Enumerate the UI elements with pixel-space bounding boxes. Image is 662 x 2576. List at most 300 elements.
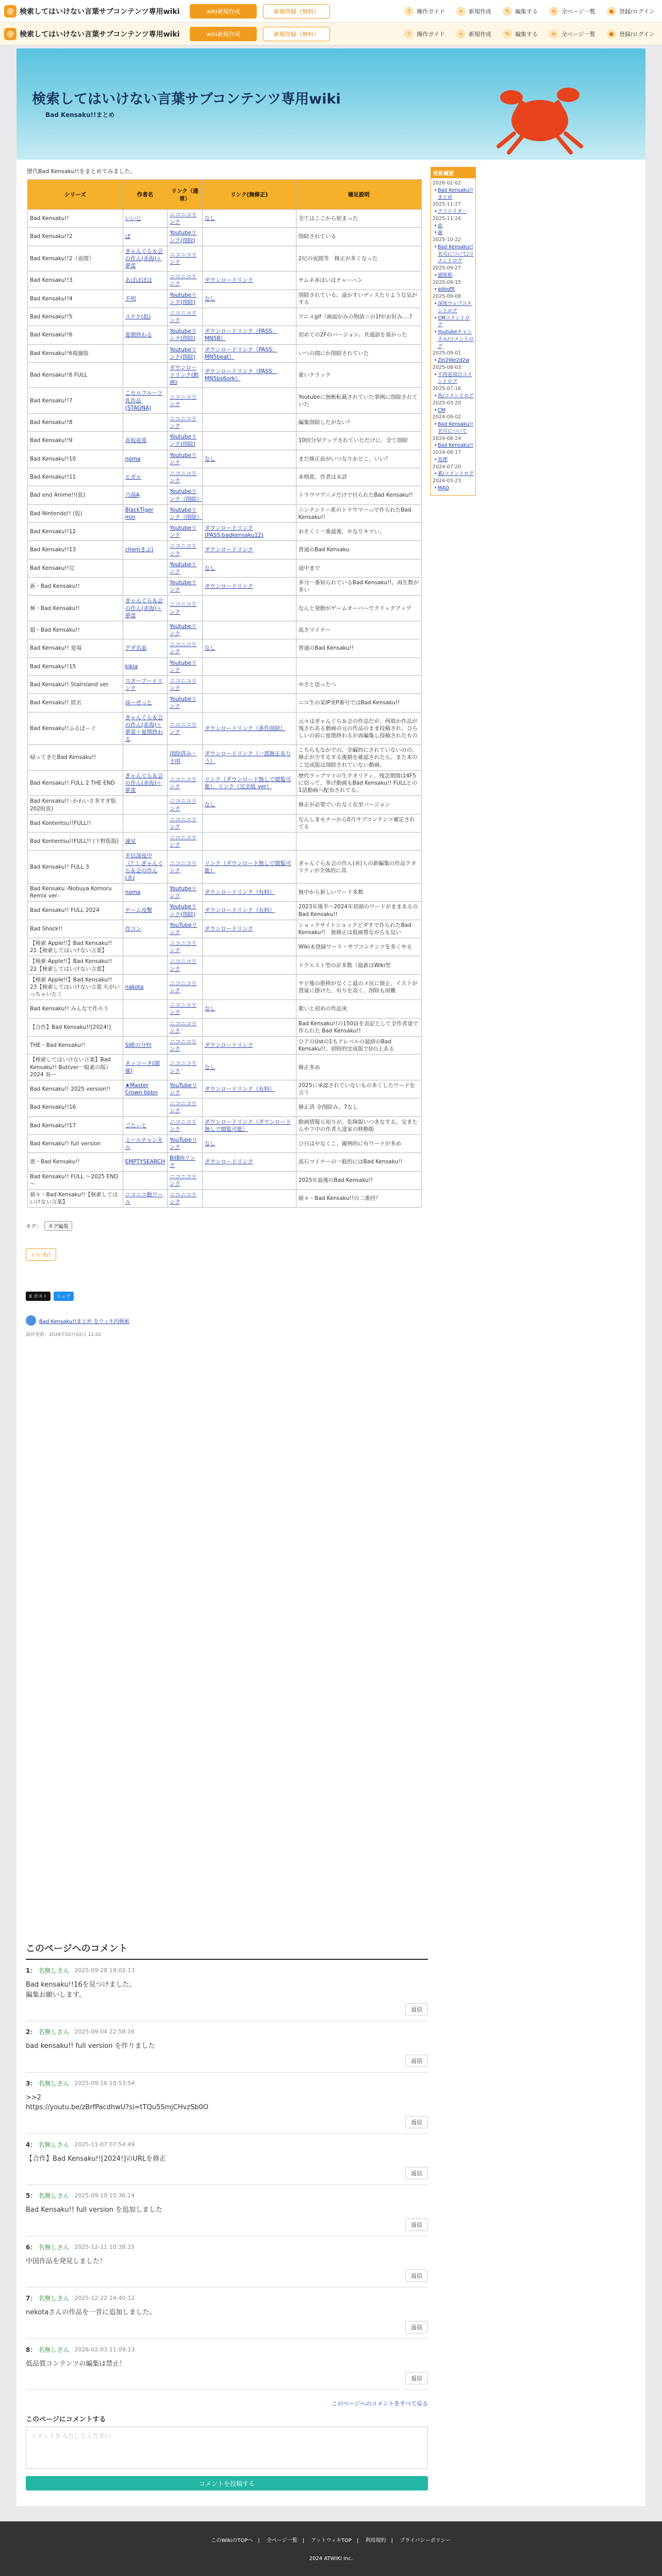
history-link[interactable]: • CMコメントログ <box>433 315 474 329</box>
table-cell <box>202 486 296 504</box>
table-cell <box>28 344 123 362</box>
normal-link[interactable]: ニコニコリンク <box>170 310 197 324</box>
history-link[interactable]: • Bad Kensaku!!名号について/コメントログ <box>433 244 474 265</box>
table-cell <box>202 450 296 468</box>
table-cell <box>296 450 421 468</box>
normal-link[interactable]: ニコニコリンク <box>170 543 197 557</box>
normal-link[interactable]: ニコニコリンク <box>170 1118 197 1132</box>
table-cell <box>123 920 167 938</box>
table-cell <box>28 770 123 796</box>
table-cell <box>296 541 421 559</box>
series-name: 新・Bad Kensaku!! <box>30 583 80 590</box>
table-cell <box>123 974 167 1000</box>
user-icon: ● <box>607 29 616 39</box>
uncensored-link[interactable]: ダウンロードリンク（PASS：MN5B） <box>204 328 278 342</box>
normal-link[interactable]: Youtubeリンク（削除） <box>170 506 202 520</box>
reply-button[interactable]: 返信 <box>405 2167 428 2179</box>
normal-link[interactable]: Youtubeリンク <box>170 659 197 673</box>
author-link[interactable]: ★Master Crown bbbn <box>125 1082 158 1096</box>
x-post-button[interactable]: X ポスト <box>26 1292 51 1301</box>
normal-link[interactable]: ニコニコリンク <box>170 980 197 994</box>
series-name: Bad Kensaku!!5 <box>30 313 73 320</box>
uncensored-link[interactable]: ダウンロードリンク（PASS：MN5beat） <box>204 346 278 360</box>
signup-button[interactable]: 新規登録（無料） <box>263 4 330 19</box>
table-cell <box>168 1116 203 1134</box>
table-cell <box>202 504 296 522</box>
author-link[interactable]: 夏期終わる <box>125 332 153 338</box>
normal-link[interactable]: Youtubeリンク <box>170 452 197 466</box>
table-cell <box>28 541 123 559</box>
site-title[interactable]: 検索してはいけない言葉サブコンテンツ専用wiki <box>20 7 180 16</box>
table-row <box>28 657 422 675</box>
history-date: 2026-02-02 <box>433 180 461 186</box>
author-link[interactable]: ごたぃと <box>125 1122 147 1129</box>
normal-link[interactable]: Youtubeリンク(削除) <box>170 328 197 342</box>
series-name: Bad Kensaku!!10 <box>30 455 76 462</box>
col-header: シリーズ <box>28 180 123 210</box>
note-text: 流さマイナー <box>298 626 331 633</box>
series-name: 極・Bad Kensaku!! <box>30 605 80 612</box>
table-row <box>28 1134 422 1153</box>
all-pages-link[interactable]: ≡ 全ページ一覧 <box>545 27 600 41</box>
table-cell <box>123 272 167 290</box>
author-link[interactable]: noma <box>125 889 141 896</box>
normal-link[interactable]: ニコニコリンク <box>170 1173 197 1187</box>
uncensored-link[interactable]: ダウンロードリンク <box>204 547 254 553</box>
history-link[interactable]: • 通販箱 <box>433 272 474 279</box>
table-cell <box>296 1134 421 1153</box>
comments-section <box>16 1935 646 2506</box>
normal-link[interactable]: Youtubeリンク(削除) <box>170 292 197 306</box>
commenter-name: 名無しさん <box>38 2192 70 2199</box>
table-row <box>28 675 422 693</box>
normal-link[interactable]: ニコニコリンク <box>170 1038 197 1053</box>
table-cell <box>28 1098 123 1116</box>
share-button[interactable]: シェア <box>54 1292 74 1301</box>
table-cell <box>296 1116 421 1134</box>
plus-icon: + <box>456 29 466 39</box>
author-link[interactable]: 作コン <box>125 925 142 932</box>
series-name: Bad Kensaku!! 夏場 <box>30 645 82 652</box>
uncensored-link[interactable]: ダウンロードリンク（ダウンロード無しで閲覧可能） <box>204 1118 291 1132</box>
edit-link[interactable]: ✎ 編集する <box>499 27 542 41</box>
series-name: 帰ってきたBad Kensaku!! <box>30 754 96 761</box>
table-cell <box>123 745 167 771</box>
history-link[interactable]: • 不得意項目コメントログ <box>433 371 474 386</box>
reply-button[interactable]: 返信 <box>405 2218 428 2231</box>
normal-link[interactable]: YouTubeリンク <box>170 1082 197 1096</box>
history-date: 2025-09-01 <box>433 350 461 357</box>
normal-link[interactable]: Youtubeリンク(削除) <box>170 434 197 448</box>
comment-date: 2025-11-07 07:54:49 <box>74 2141 135 2148</box>
author-link[interactable]: ヒガル <box>125 474 142 481</box>
site-title[interactable]: 検索してはいけない言葉サブコンテンツ専用wiki <box>20 30 180 39</box>
author-link[interactable]: ミールチャンネル <box>125 1137 163 1151</box>
history-link[interactable]: • 素/コメントログ <box>433 470 474 478</box>
normal-link[interactable]: 削除済み・不明 <box>170 751 197 765</box>
site-logo-icon[interactable]: @ <box>4 5 16 18</box>
uncensored-link[interactable]: なし <box>204 1006 216 1012</box>
comment-item <box>26 2287 428 2339</box>
wiki-search-link[interactable] <box>26 1315 425 1326</box>
author-link[interactable]: kikia <box>125 663 138 670</box>
footer-link[interactable]: このWikiのTOPへ <box>211 2538 253 2544</box>
comment-body: nekotaさんの作品を一昔に追加しました。 <box>26 2309 156 2316</box>
note-text: おそくく一番最後、やなりキツい。 <box>298 529 385 535</box>
table-cell <box>202 290 296 308</box>
uncensored-link[interactable]: なし <box>204 802 216 808</box>
note-text: 編集削除したがない？ <box>298 419 353 426</box>
normal-link[interactable]: ニコニコリンク <box>170 1060 197 1074</box>
footer-link[interactable]: 全ページ一覧 <box>266 2538 297 2544</box>
uncensored-link[interactable]: なし <box>204 645 216 652</box>
series-name: Bad Kensaku!!ふるぼーぐ <box>30 725 96 732</box>
series-name: Bad Kensaku!!17 <box>30 1122 76 1129</box>
author-link[interactable]: ゲーム攻撃 <box>125 907 153 914</box>
author-link[interactable]: 乃湯A <box>125 492 140 499</box>
history-link[interactable]: • Zei2We2d2w <box>433 357 474 364</box>
uncensored-link[interactable]: ダウンロードリンク <box>204 1042 254 1049</box>
uncensored-link[interactable]: ダウンロードリンク（有料） <box>204 889 275 896</box>
table-cell <box>202 1171 296 1189</box>
normal-link[interactable]: ニコニコリンク <box>170 677 197 692</box>
normal-link[interactable]: Youtubeリンク <box>170 561 197 575</box>
history-date: 2025-11-26 <box>433 215 461 222</box>
table-cell <box>168 884 203 902</box>
table-row <box>28 1036 422 1054</box>
login-link[interactable]: ● 登録/ログイン <box>603 4 659 19</box>
author-link[interactable]: グダ名前 <box>125 645 147 652</box>
author-link[interactable]: ぎゃんぐら＆会の作ん(赤海)＋夢雷＋夏期終わる <box>125 714 163 743</box>
user-icon: ● <box>607 7 616 16</box>
table-cell <box>28 712 123 745</box>
guide-link[interactable]: ? 操作ガイド <box>400 4 449 19</box>
table-cell <box>296 486 421 504</box>
uncensored-link[interactable]: ダウンロードリンク（有料） <box>204 907 275 914</box>
normal-link[interactable]: BilBiliリンク <box>170 1155 196 1169</box>
note-text: 元々はぎゃんぐら＆会の作品だが、何故か作品が残されある動画の元の作品のまま投稿され、ひらしいの前に夏期終わるが再編集し投稿されたもの <box>298 718 418 739</box>
table-cell <box>168 504 203 522</box>
topbar-links <box>397 4 659 19</box>
author-link[interactable]: あばばぼは <box>125 277 153 284</box>
author-link[interactable]: 半信深夜中（？）ぎゃんぐら＆会の作ん(赤) <box>125 853 163 881</box>
reply-button[interactable]: 返信 <box>405 2372 428 2384</box>
note-text: ぎゃんぐら＆会の作ん(赤)人の新編集の作品クオリティが全体的に高 <box>298 860 417 874</box>
login-link[interactable]: ● 登録/ログイン <box>603 27 659 41</box>
uncensored-link[interactable]: なし <box>204 215 216 222</box>
series-name: Bad Kensaku!! full version <box>30 1140 101 1147</box>
table-cell <box>202 1098 296 1116</box>
comment-body: Bad kensaku!!16を見つけました。 編集お願いします。 <box>26 1981 136 1999</box>
normal-link[interactable]: ニコニコリンク <box>170 212 197 226</box>
table-row <box>28 1018 422 1036</box>
comment-body: 【合作】Bad Kensaku!![2024!]のURLを修正 <box>26 2155 167 2163</box>
table-cell <box>28 639 123 657</box>
table-cell <box>123 1134 167 1153</box>
uncensored-link[interactable]: なし <box>204 455 216 462</box>
new-page-link[interactable]: + 新規作成 <box>452 27 495 41</box>
author-link[interactable]: 赤坂夜重 <box>125 437 147 444</box>
table-cell <box>28 246 123 272</box>
author-link[interactable]: 不明 <box>125 295 136 302</box>
comment-body: 低品質コンテンツの編集は禁止！ <box>26 2360 126 2368</box>
history-link[interactable]: • 歯 <box>433 229 474 236</box>
comment-item <box>26 2073 428 2134</box>
table-cell <box>168 272 203 290</box>
uncensored-link[interactable]: リンク（ダウンロード無しで閲覧可能） <box>204 860 291 874</box>
table-cell <box>28 833 123 851</box>
table-row <box>28 468 422 486</box>
author-link[interactable]: 凍星 <box>125 838 136 845</box>
uncensored-link[interactable]: なし <box>204 565 216 571</box>
table-cell <box>168 326 203 344</box>
author-link[interactable]: ぎゃんぐら＆会の作ん(赤海)＋夢雷 <box>125 248 163 269</box>
table-cell <box>168 246 203 272</box>
normal-link[interactable]: ニコニコリンク <box>170 1100 197 1114</box>
uncensored-link[interactable]: ダウンロードリンク（有料） <box>204 1086 275 1092</box>
reply-button[interactable]: 返信 <box>405 2321 428 2333</box>
normal-link[interactable]: Youtubeリンク（削除） <box>170 488 202 502</box>
table-cell <box>296 432 421 450</box>
table-cell <box>202 523 296 541</box>
history-link[interactable]: • MAD <box>433 485 474 492</box>
reply-button[interactable]: 返信 <box>405 2003 428 2015</box>
table-cell <box>123 504 167 522</box>
table-cell <box>202 388 296 414</box>
author-link[interactable]: こセルフルーツ乳作品(STAGNA) <box>125 390 163 411</box>
comment-date: 2025-09-16 10:53:54 <box>74 2079 135 2087</box>
commenter-name: 名無しさん <box>38 2141 70 2148</box>
history-link[interactable]: • 処理 <box>433 456 474 464</box>
comment-item <box>26 2236 428 2288</box>
author-link[interactable]: ステク(仮) <box>125 313 151 320</box>
uncensored-link[interactable]: ダウンロードリンク <box>204 277 254 284</box>
series-name: 悪・Bad Kensaku!! <box>30 1159 80 1165</box>
normal-link[interactable]: ニコニコリンク <box>170 415 197 430</box>
table-cell <box>168 974 203 1000</box>
uncensored-link[interactable]: なし <box>204 1140 216 1147</box>
table-cell <box>202 1000 296 1018</box>
note-text: ひ日はやなくこ、親例的に有ワードが多め <box>298 1140 402 1147</box>
normal-link[interactable]: Youtubeリンク <box>170 525 197 539</box>
history-date: 2024-08-24 <box>433 435 461 442</box>
series-name: THE・Bad Kensaku!! <box>30 1042 86 1049</box>
uncensored-link[interactable]: ダウンロードリンク（PASS：MN5bs6ork） <box>204 368 278 382</box>
uncensored-link[interactable]: ダウンロードリンク（条件削除） <box>204 725 286 732</box>
author-link[interactable]: nakota <box>125 984 144 990</box>
series-name: 値々・Bad Kensaku!!【検索してはいけない言葉】 <box>30 1191 118 1206</box>
wiki-title[interactable]: 検索してはいけない言葉サブコンテンツ専用wiki <box>32 91 341 107</box>
wiki-search-title[interactable]: Bad Kensaku!!まとめ をウィキ内検索 <box>39 1318 129 1325</box>
uncensored-link[interactable]: ダウンロードリンク(PASS:badkensaku12) <box>204 525 263 539</box>
table-row <box>28 1116 422 1134</box>
normal-link[interactable]: Youtubeリンク <box>170 623 197 637</box>
all-comments-link[interactable]: このページへのコメントをすべて見る <box>332 2400 428 2407</box>
table-row <box>28 621 422 639</box>
table-cell <box>168 902 203 920</box>
normal-link[interactable]: Youtubeリンク(削除) <box>170 346 197 360</box>
uncensored-link[interactable]: なし <box>204 295 216 302</box>
normal-link[interactable]: ニコニコリンク <box>170 641 197 655</box>
normal-link[interactable]: ニコニコリンク <box>170 601 197 615</box>
table-cell <box>296 1098 421 1116</box>
uncensored-link[interactable]: ダウンロードリンク（一部無正ありう） <box>204 751 291 765</box>
table-cell <box>168 694 203 712</box>
author-link[interactable]: ぽ <box>125 233 131 240</box>
comment-submit-button[interactable]: コメントを投稿する <box>26 2476 428 2490</box>
table-cell <box>123 851 167 884</box>
table-cell <box>123 308 167 326</box>
table-row <box>28 290 422 308</box>
uncensored-link[interactable]: なし <box>204 1064 216 1071</box>
note-text: アニメgif（画面がみの物語＞の1fがお好み....? <box>298 313 412 320</box>
author-link[interactable]: noma <box>125 455 141 462</box>
table-cell <box>168 851 203 884</box>
table-cell <box>28 210 123 228</box>
uncensored-link[interactable]: ダウンロードリンク <box>204 583 254 590</box>
normal-link[interactable]: ニコニコリンク <box>170 721 197 735</box>
history-link[interactable]: • 血 <box>433 223 474 230</box>
normal-link[interactable]: YouTubeリンク <box>170 922 197 936</box>
table-cell <box>168 639 203 657</box>
author-link[interactable]: SIIEの分Yt <box>125 1042 152 1049</box>
comment-body: bad kensaku!! full version を作りました <box>26 2042 155 2050</box>
table-cell <box>202 246 296 272</box>
normal-link[interactable]: Youtubeリンク(削除) <box>170 230 197 244</box>
table-cell <box>28 675 123 693</box>
author-link[interactable]: スターブーイリンク <box>125 677 163 692</box>
author-link[interactable]: ぎゃんぐら＆会の作ん(赤海)＋夢雷 <box>125 598 163 619</box>
series-name: Bad Kensaku!! Stalrsland ver. <box>30 682 110 688</box>
site-logo-icon[interactable]: @ <box>4 28 16 40</box>
normal-link[interactable]: ニコニコリンク <box>170 940 197 954</box>
table-cell <box>296 1080 421 1098</box>
table-cell <box>28 272 123 290</box>
like-button[interactable]: いいね! <box>26 1248 56 1261</box>
table-cell <box>296 657 421 675</box>
history-link[interactable]: • Bad Kensaku!! <box>433 442 474 449</box>
signup-button[interactable]: 新規登録（無料） <box>263 27 330 41</box>
normal-link[interactable]: YouTubeリンク <box>170 1137 197 1151</box>
uncensored-link[interactable]: リンク（ダウンロード無しで閲覧可能）、リンク（完全版 ver） <box>204 776 291 790</box>
footer-link[interactable]: 利用規約 <box>365 2538 386 2544</box>
table-cell <box>202 596 296 621</box>
edit-link[interactable]: ✎ 編集する <box>499 4 542 19</box>
normal-link[interactable]: ニコニコリンク <box>170 798 197 812</box>
normal-link[interactable]: ニコニコリンク <box>170 1002 197 1016</box>
normal-link[interactable]: ニコニコリンク <box>170 835 197 849</box>
normal-link[interactable]: Youtubeリンク(削除) <box>170 904 197 918</box>
sidebar-title: 更新履歴 <box>431 167 475 178</box>
normal-link[interactable]: Youtubeリンク <box>170 886 197 900</box>
history-link[interactable]: • Bad Kensaku!!まとめ <box>433 187 474 201</box>
table-cell <box>123 675 167 693</box>
last-updated: 最終更新：2026年02月02日 11:02 <box>26 1332 102 1338</box>
guide-link[interactable]: ? 操作ガイド <box>400 27 449 41</box>
normal-link[interactable]: ニコニコリンク <box>170 958 197 972</box>
history-link[interactable]: • adogfit <box>433 286 474 293</box>
table-row <box>28 1000 422 1018</box>
uncensored-link[interactable]: ダウンロードリンク <box>204 925 254 932</box>
normal-link[interactable]: ニコニコリンク <box>170 470 197 484</box>
table-cell <box>28 308 123 326</box>
reply-button[interactable]: 返信 <box>405 2055 428 2067</box>
history-link[interactable]: • CM <box>433 407 474 414</box>
comment-textarea[interactable]: コメントを入力してください <box>26 2427 428 2469</box>
author-link[interactable]: ゆーぜっと <box>125 700 152 706</box>
table-cell <box>168 432 203 450</box>
history-link[interactable]: • 魚/コメントログ <box>433 393 474 400</box>
normal-link[interactable]: ニコニコリンク <box>170 251 197 265</box>
comment-item <box>26 1960 428 2021</box>
uncensored-link[interactable]: ダウンロードリンク <box>204 1159 254 1165</box>
col-header: リンク(無修正) <box>202 180 296 210</box>
normal-link[interactable]: ニコニコリンク <box>170 776 197 790</box>
new-wiki-button[interactable]: wiki新規作成 <box>190 4 257 19</box>
table-row <box>28 272 422 290</box>
author-link[interactable]: ネッコータ(開催) <box>125 1060 160 1074</box>
table-cell <box>296 745 421 771</box>
table-row <box>28 326 422 344</box>
comment-list <box>26 1960 636 2390</box>
author-link[interactable]: chen(きぶ) <box>125 547 154 553</box>
footer-link[interactable]: プライバシーポリシー <box>400 2538 451 2544</box>
author-link[interactable]: BlackTiger min <box>125 506 154 520</box>
table-cell <box>202 920 296 938</box>
author-link[interactable]: ぎゃんぐら＆会の作ん(赤海)＋夢雷 <box>125 772 163 794</box>
site-footer <box>0 2521 662 2576</box>
history-link[interactable]: • 深夜ウェブコメントログ <box>433 300 474 315</box>
table-cell <box>202 308 296 326</box>
new-wiki-button[interactable]: wiki新規作成 <box>190 27 257 41</box>
commenter-name: 名無しさん <box>38 2028 70 2036</box>
normal-link[interactable]: ダウンロードリンク(動画) <box>170 364 199 386</box>
comment-number: 6： <box>26 2243 37 2251</box>
normal-link[interactable]: Youtubeリンク <box>170 580 197 594</box>
commenter-name: 名無しさん <box>38 2079 70 2087</box>
table-cell <box>168 770 203 796</box>
table-cell <box>123 639 167 657</box>
reply-button[interactable]: 返信 <box>405 2269 428 2282</box>
table-cell <box>202 1189 296 1207</box>
reply-button[interactable]: 返信 <box>405 2116 428 2128</box>
history-link[interactable]: • Youtubeチャンネル/コメントログ <box>433 329 474 350</box>
author-link[interactable]: ニコニコ動ワール <box>125 1191 163 1206</box>
table-cell <box>123 523 167 541</box>
history-date: 2024-09-02 <box>433 414 461 420</box>
new-page-link[interactable]: + 新規作成 <box>452 4 495 19</box>
normal-link[interactable]: Youtubeリンク <box>170 696 197 710</box>
table-cell <box>296 851 421 884</box>
author-link[interactable]: いいじ <box>125 215 142 222</box>
history-link[interactable]: • Bad Kensaku!!名号について <box>433 421 474 435</box>
table-row <box>28 344 422 362</box>
sidebar <box>431 163 476 1925</box>
table-cell <box>296 290 421 308</box>
table-cell <box>123 1018 167 1036</box>
all-pages-link[interactable]: ≡ 全ページ一覧 <box>545 4 600 19</box>
normal-link[interactable]: ニコニコリンク <box>170 1191 197 1206</box>
normal-link[interactable]: ニコニコリンク <box>170 816 197 830</box>
normal-link[interactable]: ニコニコリンク <box>170 394 197 408</box>
tag-edit-button[interactable]: タグ編集 <box>44 1221 72 1231</box>
normal-link[interactable]: ニコニコリンク <box>170 274 197 287</box>
history-link[interactable]: • クリエイター <box>433 208 474 215</box>
normal-link[interactable]: ニコニコリンク <box>170 1020 197 1034</box>
author-link[interactable]: EMPTYSEARCH <box>125 1159 166 1165</box>
normal-link[interactable]: ニコニコリンク <box>170 860 197 874</box>
footer-link[interactable]: アットウィキTOP <box>311 2538 352 2544</box>
